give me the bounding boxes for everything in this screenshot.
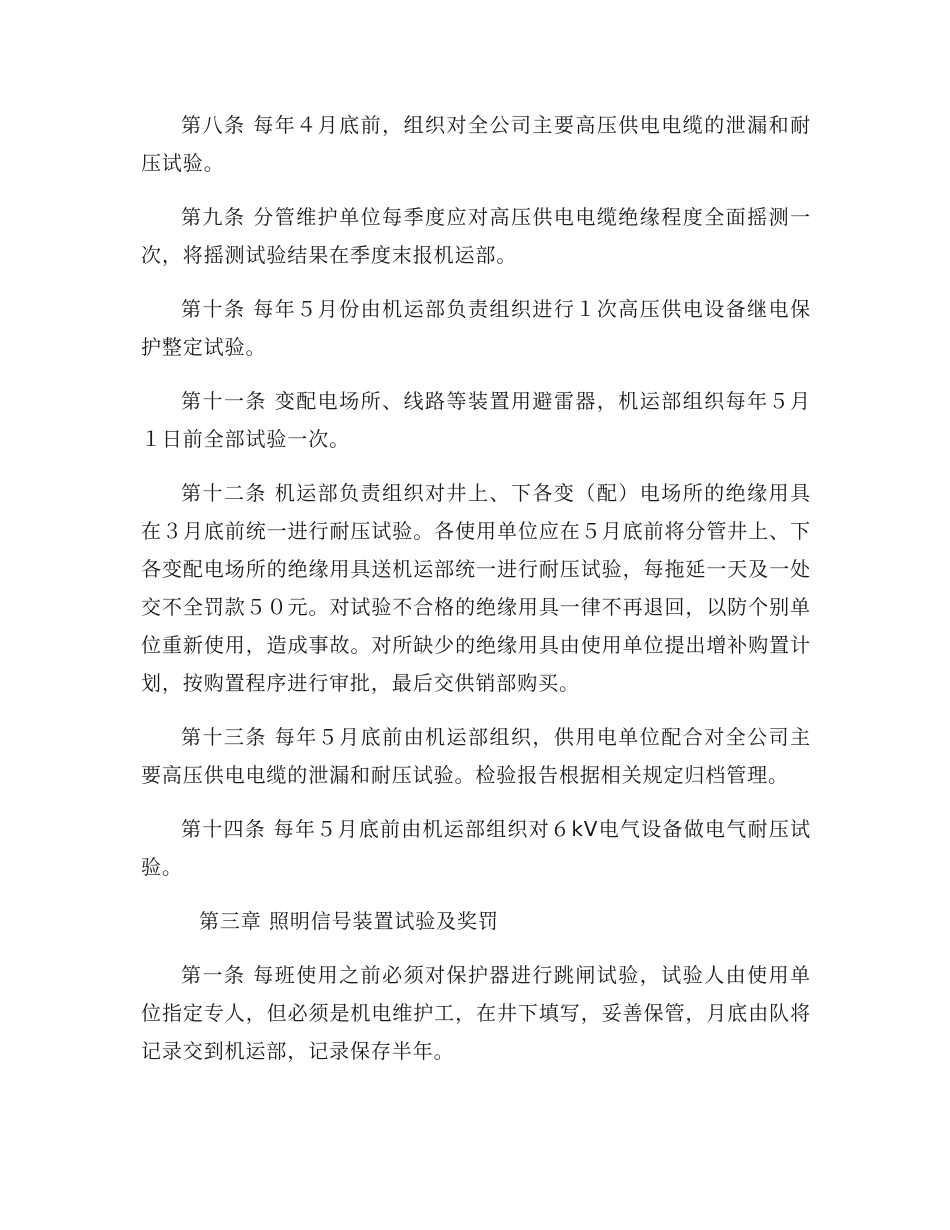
article-8: 第八条 每年４月底前，组织对全公司主要高压供电电缆的泄漏和耐压试验。 [141,113,811,175]
document-body [141,106,811,1086]
article-11: 第十一条 变配电场所、线路等装置用避雷器，机运部组织每年５月１日前全部试验一次。 [141,389,811,451]
article-13: 第十三条 每年５月底前由机运部组织，供用电单位配合对全公司主要高压供电电缆的泄漏和耐压试验。检验报告根据相关规定归档管理。 [141,725,811,787]
chapter-3-article-1: 第一条 每班使用之前必须对保护器进行跳闸试验，试验人由使用单位指定专人，但必须是机电维护工，在井下填写，妥善保管，月底由队将记录交到机运部，记录保存半年。 [141,963,811,1063]
article-12: 第十二条 机运部负责组织对井上、下各变（配）电场所的绝缘用具在３月底前统一进行耐压试验。各使用单位应在５月底前将分管井上、下各变配电场所的绝缘用具送机运部统一进行耐压试验，每拖延一天及一处交不全罚款５０元。对试验不合格的绝缘用具一律不再退回，以防个别单位重新使用，造成事故。对所缺少的绝缘用具由使用单位提出增补购置计划，按购置程序进行审批，最后交供销部购买。 [141,481,811,695]
article-9: 第九条 分管维护单位每季度应对高压供电电缆绝缘程度全面摇测一次，将摇测试验结果在季度末报机运部。 [141,205,811,267]
article-10: 第十条 每年５月份由机运部负责组织进行１次高压供电设备继电保护整定试验。 [141,297,811,359]
chapter-heading: 第三章 照明信号装置试验及奖罚 [199,909,499,933]
article-14: 第十四条 每年５月底前由机运部组织对６kV电气设备做电气耐压试验。 [141,817,811,879]
